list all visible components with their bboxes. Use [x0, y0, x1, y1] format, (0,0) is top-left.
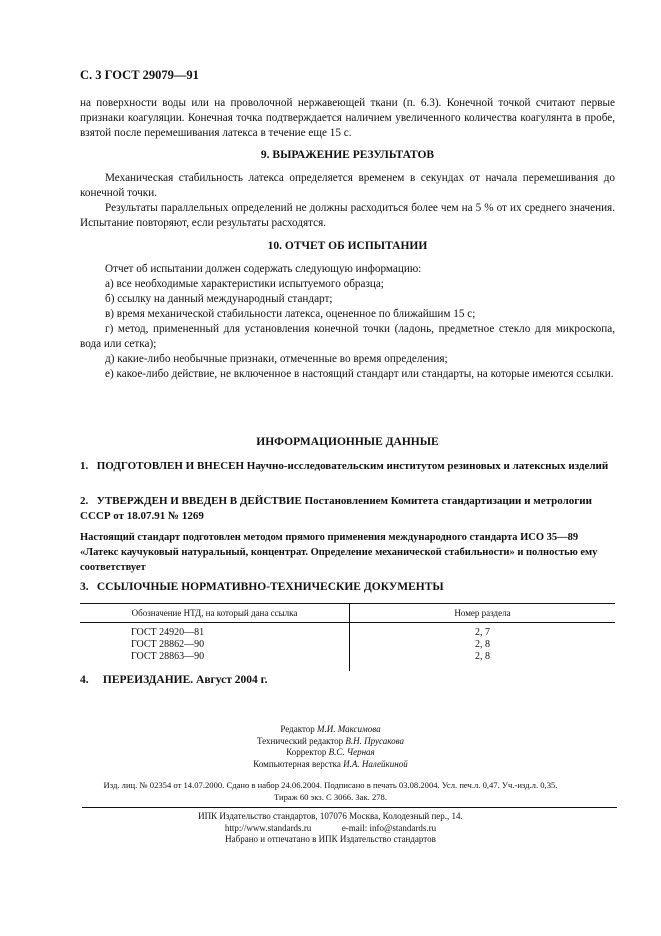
table-cell-doc: ГОСТ 28863—90	[131, 651, 205, 662]
section-10-body	[80, 262, 615, 382]
credit-layout	[0, 759, 661, 771]
list-item-d: д) какие-либо необычные признаки, отмеченные во время определения;	[105, 353, 448, 365]
table-cell-section: 2, 8	[475, 651, 490, 662]
intro-text: на поверхности воды или на проволочной нержавеющей ткани (п. 6.3). Конечной точкой считают первые признаки коагуляции. Конечная точка подтверждается наличием увеличенного количества коагулянта в пробе, взятой после перемешивания латекса в течение еще 15 с.	[80, 97, 615, 139]
page-header: С. 3 ГОСТ 29079—91	[80, 68, 199, 82]
info-item-4-text: ПЕРЕИЗДАНИЕ. Август 2004 г.	[102, 674, 268, 686]
info-item-4-number: 4.	[80, 674, 89, 686]
section-9-paragraph-2: Результаты параллельных определений не должны расходиться более чем на 5 % от их среднего значения. Испытание повторяют, если результаты расходятся.	[80, 202, 615, 229]
info-item-3-number: 3.	[80, 581, 89, 593]
credit-editor-name: М.И. Максимова	[317, 724, 381, 734]
list-item-b: б) ссылку на данный международный стандарт;	[105, 293, 333, 305]
info-item-1-text: ПОДГОТОВЛЕН И ВНЕСЕН Научно-исследовательским институтом резиновых и латексных изделий	[96, 460, 609, 472]
credit-editor-label: Редактор	[280, 724, 315, 734]
section-10-intro: Отчет об испытании должен содержать следующую информацию:	[105, 263, 422, 275]
table-cell-doc: ГОСТ 24920—81	[131, 627, 205, 638]
info-item-1	[80, 459, 615, 474]
credit-corrector	[0, 747, 661, 759]
list-item-v: в) время механической стабильности латекса, оцененное по ближайшим 15 с;	[105, 308, 476, 320]
table-row	[80, 623, 615, 672]
section-9-title: 9. ВЫРАЖЕНИЕ РЕЗУЛЬТАТОВ	[260, 149, 435, 161]
info-item-2-text: УТВЕРЖДЕН И ВВЕДЕН В ДЕЙСТВИЕ Постановлением Комитета стандартизации и метрологии СССР от 18.07.91 № 1269	[80, 495, 592, 522]
credit-tech-editor	[0, 736, 661, 748]
publisher-line-3: Набрано и отпечатано в ИПК Издательство стандартов	[225, 834, 436, 844]
credit-tech-label: Технический редактор	[256, 735, 344, 746]
publisher-url: http://www.standards.ru	[224, 822, 312, 833]
info-item-2-number: 2.	[80, 495, 89, 507]
divider	[82, 807, 617, 808]
list-item-e: е) какое-либо действие, не включенное в настоящий стандарт или стандарты, на которые имеются ссылки.	[105, 368, 614, 380]
list-item-g: г) метод, примененный для установления конечной точки (ладонь, предметное стекло для микроскопа, вода или сетка);	[80, 323, 615, 350]
print-info-line-1: Изд. лиц. № 02354 от 14.07.2000. Сдано в набор 24.06.2004. Подписано в печать 03.08.2004. Усл. печ.л. 0,47. Уч.-изд.л. 0,35.	[103, 780, 558, 790]
table-cell-sections	[350, 623, 616, 672]
publisher-block	[0, 811, 661, 846]
credit-layout-label: Компьютерная верстка	[253, 758, 341, 769]
table-cell-doc: ГОСТ 28862—90	[131, 639, 205, 650]
table-header-row	[80, 604, 615, 623]
section-9-body	[80, 171, 615, 231]
section-10-title: 10. ОТЧЕТ ОБ ИСПЫТАНИИ	[267, 240, 428, 252]
table-header-doc: Обозначение НТД, на который дана ссылка	[80, 604, 350, 623]
intro-paragraph	[80, 96, 615, 141]
print-info-line-2: Тираж 60 экз. С 3066. Зак. 278.	[273, 791, 387, 802]
info-item-4	[80, 673, 615, 688]
credits-block	[0, 724, 661, 770]
info-title: ИНФОРМАЦИОННЫЕ ДАННЫЕ	[256, 436, 439, 448]
print-info	[0, 780, 661, 803]
publisher-line-1: ИПК Издательство стандартов, 107076 Москва, Колодезный пер., 14.	[198, 811, 463, 821]
credit-editor	[0, 724, 661, 736]
credit-corr-name: В.С. Черная	[328, 747, 375, 757]
table-cell-section: 2, 8	[475, 639, 490, 650]
publisher-email: e-mail: info@standards.ru	[341, 822, 437, 833]
section-9-paragraph-1: Механическая стабильность латекса определяется временем в секундах от начала перемешивания до конечной точки.	[80, 172, 615, 199]
credit-tech-name: В.Н. Прусакова	[345, 735, 405, 746]
references-table	[80, 603, 615, 671]
credit-layout-name: И.А. Налейкиной	[343, 758, 408, 769]
list-item-a: а) все необходимые характеристики испытуемого образца;	[105, 278, 384, 290]
table-header-section: Номер раздела	[350, 604, 616, 623]
info-item-3-text: ССЫЛОЧНЫЕ НОРМАТИВНО-ТЕХНИЧЕСКИЕ ДОКУМЕНТЫ	[96, 581, 444, 593]
info-item-2-note: Настоящий стандарт подготовлен методом прямого применения международного стандарта ИСО 35—89 «Латекс каучуковый натуральный, концентрат. Определение механической стабильности» и полностью ему соответствует	[80, 532, 598, 573]
publisher-line-2	[0, 823, 661, 835]
info-item-2	[80, 494, 615, 524]
info-item-1-number: 1.	[80, 460, 89, 472]
credit-corr-label: Корректор	[286, 747, 327, 757]
info-item-3	[80, 580, 615, 595]
table-cell-section: 2, 7	[475, 627, 490, 638]
table-cell-docs	[80, 623, 350, 672]
